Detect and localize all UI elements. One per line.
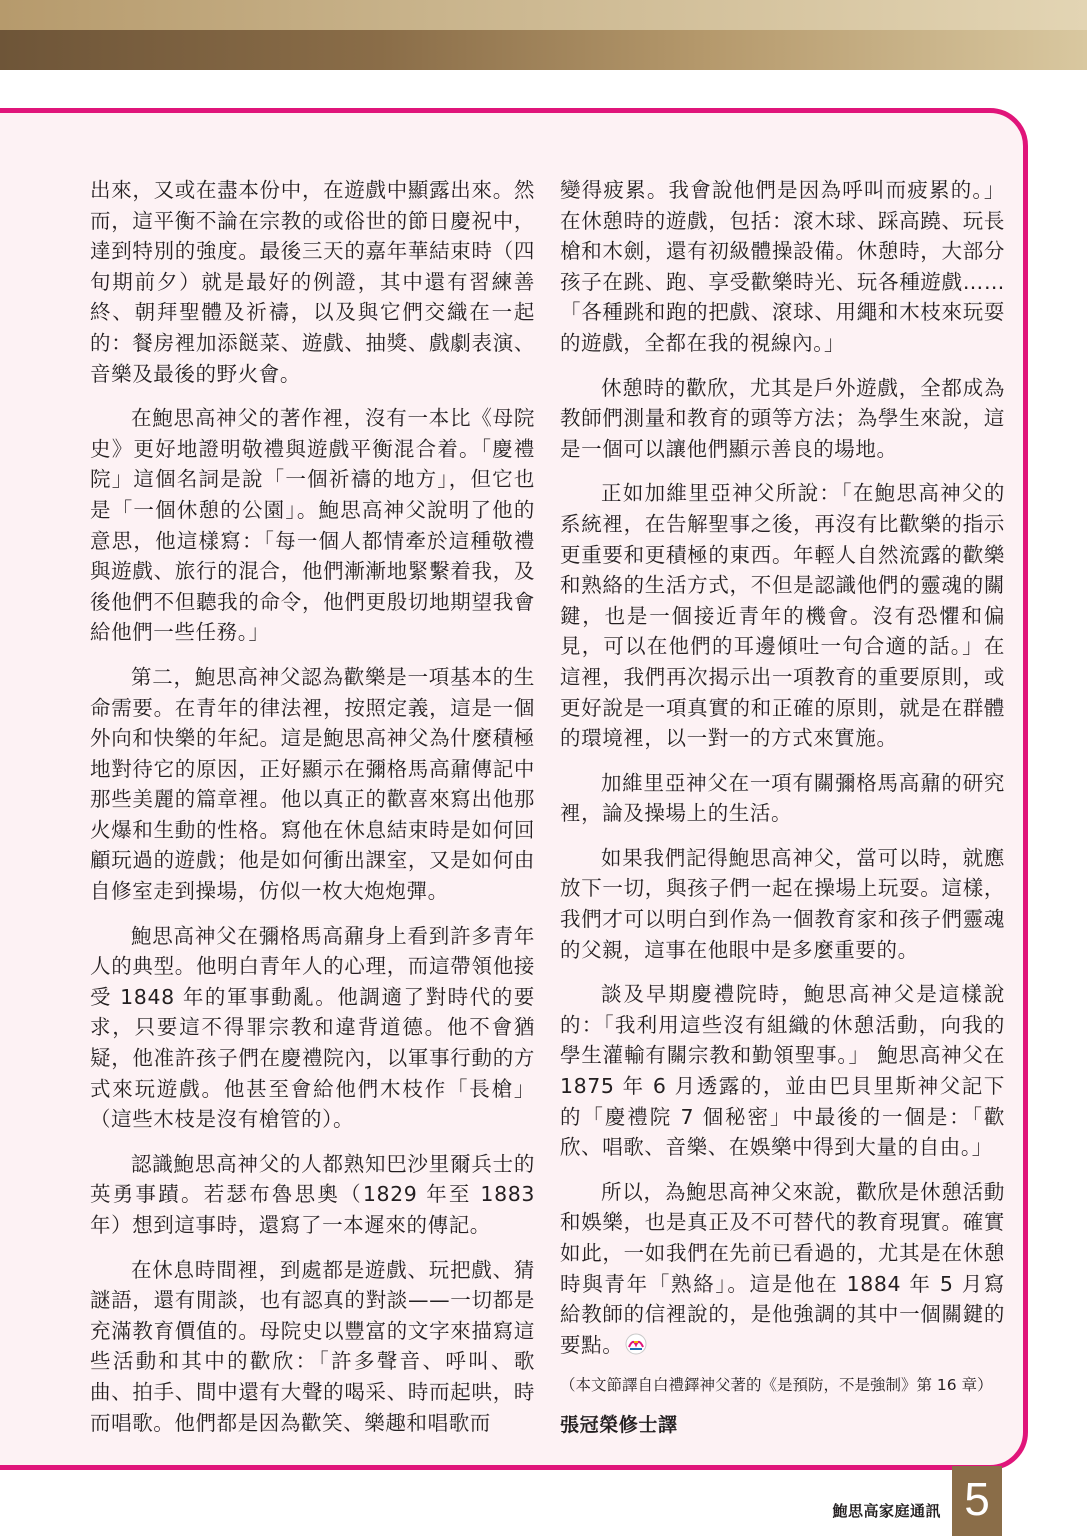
paragraph: 在休息時間裡，到處都是遊戲、玩把戲、猜謎語，還有閒談，也有認真的對談——一切都是充滿教育價值的。母院史以豐富的文字來描寫這些活動和其中的歡欣：「許多聲音、呼叫、歌曲、拍手、間中還有大聲的喝采、時而起哄，時而唱歌。他們都是因為歡笑、樂趣和唱歌而 [90,1257,535,1435]
paragraph: 鮑思高神父在彌格馬高鼐身上看到許多青年人的典型。他明白青年人的心理，而這帶領他接受 1848 年的軍事動亂。他調適了對時代的要求，只要這不得罪宗教和違背道德。他不會猶疑，他准許孩子們在慶禮院內，以軍事行動的方式來玩遊戲。他甚至會給他們木枝作「長槍」（這些木枝是沒有槍管的）。 [90,923,535,1132]
paragraph-with-end-mark [560,1177,1005,1361]
paragraph: 所以，為鮑思高神父來說，歡欣是休憩活動和娛樂，也是真正及不可替代的教育現實。確實如此，一如我們在先前已看過的，尤其是在休憩時與青年「熟絡」。這是他在 1884 年 5 月寫給教師的信裡說的，是他強調的其中一個關鍵的要點。 [560,1179,1005,1357]
left-column [90,175,535,1452]
paragraph: 變得疲累。我會說他們是因為呼叫而疲累的。」在休憩時的遊戲，包括：滾木球、踩高蹺、玩長槍和木劍，還有初級體操設備。休憩時，大部分孩子在跳、跑、享受歡樂時光、玩各種遊戲……「各種跳和跑的把戲、滾球、用繩和木枝來玩耍的遊戲，全都在我的視線內。」 [560,178,1005,355]
paragraph: 認識鮑思高神父的人都熟知巴沙里爾兵士的英勇事蹟。若瑟布魯思奧（1829 年至 1883 年）想到這事時，還寫了一本遲來的傳記。 [90,1151,535,1237]
paragraph: 正如加維里亞神父所說：「在鮑思高神父的系統裡，在告解聖事之後，再沒有比歡樂的指示更重要和更積極的東西。年輕人自然流露的歡樂和熟絡的生活方式，不但是認識他們的靈魂的關鍵，也是一個接近青年的機會。沒有恐懼和偏見，可以在他們的耳邊傾吐一句合適的話。」在這裡，我們再次揭示出一項教育的重要原則，或更好說是一項真實的和正確的原則，就是在群體的環境裡，以一對一的方式來實施。 [560,481,1005,751]
paragraph: 談及早期慶禮院時，鮑思高神父是這樣說的：「我利用這些沒有組織的休憩活動，向我的學生灌輸有關宗教和勤領聖事。」 鮑思高神父在 1875 年 6 月透露的，並由巴貝里斯神父記下的「慶禮院 7 個秘密」中最後的一個是：「歡欣、唱歌、音樂、在娛樂中得到大量的自由。」 [560,982,1005,1160]
paragraph: 休憩時的歡欣，尤其是戶外遊戲，全都成為教師們測量和教育的頭等方法；為學生來說，這是一個可以讓他們顯示善良的場地。 [560,375,1005,461]
header-banner [0,0,1087,70]
source-note: （本文節譯自白禮鐸神父著的《是預防，不是強制》第 16 章） [560,1376,993,1395]
right-column [560,175,1005,1455]
publication-title: 鮑思高家庭通訊 [832,1502,941,1520]
paragraph: 出來，又或在盡本份中，在遊戲中顯露出來。然而，這平衡不論在宗教的或俗世的節日慶祝中，達到特別的強度。最後三天的嘉年華結束時（四旬期前夕）就是最好的例證，其中還有習練善終、朝拜聖體及祈禱，以及與它們交織在一起的：餐房裡加添餸菜、遊戲、抽獎、戲劇表演、音樂及最後的野火會。 [90,178,535,386]
translator-credit: 張冠榮修士譯 [560,1414,678,1437]
salesian-logo-icon [625,1333,647,1355]
paragraph: 加維里亞神父在一項有關彌格馬高鼐的研究裡，論及操場上的生活。 [560,770,1005,826]
page-number: 5 [952,1466,1002,1536]
paragraph: 第二，鮑思高神父認為歡樂是一項基本的生命需要。在青年的律法裡，按照定義，這是一個外向和快樂的年紀。這是鮑思高神父為什麼積極地對待它的原因，正好顯示在彌格馬高鼐傳記中那些美麗的篇章裡。他以真正的歡喜來寫出他那火爆和生動的性格。寫他在休息結束時是如何回顧玩過的遊戲；他是如何衝出課室，又是如何由自修室走到操場，仿似一枚大炮炮彈。 [90,664,535,904]
paragraph: 如果我們記得鮑思高神父，當可以時，就應放下一切，與孩子們一起在操場上玩耍。這樣，我們才可以明白到作為一個教育家和孩子們靈魂的父親，這事在他眼中是多麼重要的。 [560,845,1005,962]
paragraph: 在鮑思高神父的著作裡，沒有一本比《母院史》更好地證明敬禮與遊戲平衡混合着。「慶禮院」這個名詞是說「一個祈禱的地方」，但它也是「一個休憩的公園」。鮑思高神父說明了他的意思，他這樣寫：「每一個人都情牽於這種敬禮與遊戲、旅行的混合，他們漸漸地緊繫着我，及後他們不但聽我的命令，他們更殷切地期望我會給他們一些任務。」 [90,406,535,645]
